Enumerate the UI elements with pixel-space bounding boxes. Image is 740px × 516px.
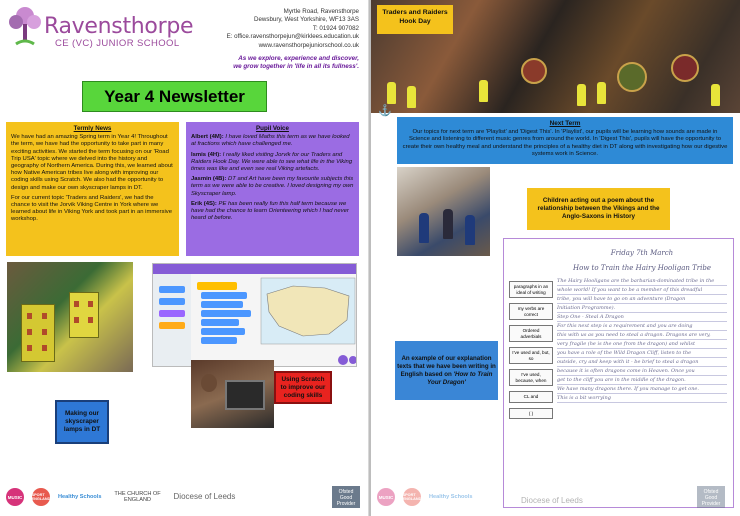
coding-laptop-photo <box>191 360 274 428</box>
child-figure <box>201 374 217 392</box>
website-link[interactable]: www.ravensthorpejuniorschool.co.uk <box>258 41 359 49</box>
church-of-england-logo: THE CHURCH OF ENGLAND <box>114 490 161 503</box>
address-line: Dewsbury, West Yorkshire, WF13 3AS <box>254 16 359 24</box>
school-subtitle: CE (VC) JUNIOR SCHOOL <box>55 38 180 49</box>
caption-dragon-writing <box>395 341 498 400</box>
criteria-tag: CL and <box>509 391 553 403</box>
address-line: Myrtle Road, Ravensthorpe <box>283 8 359 15</box>
diocese-of-leeds-logo: Diocese of Leeds <box>521 495 583 505</box>
pupil-figure <box>577 84 586 106</box>
newsletter-title: Year 4 Newsletter <box>82 81 267 112</box>
criteria-tag: Ordered adverbials <box>509 325 553 342</box>
termly-news-box <box>6 122 179 256</box>
pupil-figure <box>711 84 720 106</box>
caption-book-title: 'How to Train Your Dragon' <box>427 370 493 386</box>
sport-england-logo: SPORT ENGLAND <box>32 488 50 506</box>
laptop-shape <box>225 380 265 410</box>
termly-news-paragraph: For our current topic 'Traders and Raiders', we had the chance to visit the Jorvik Viking Centre in York where we learned about life in Viking York and took part in an immersive workshop. <box>11 194 172 223</box>
pupil-figure <box>419 213 429 243</box>
pupil-figure <box>479 80 488 102</box>
termly-news-heading: Termly News <box>73 125 112 132</box>
tree-logo-icon <box>6 4 44 48</box>
school-address <box>227 8 359 50</box>
pupil-quote-text: PE has been really fun this half term because we have had the chance to learn Orienteering which I had never heard of before. <box>191 200 349 222</box>
handwritten-line: get to the cliff you are in the middle of the dragon. <box>557 376 727 385</box>
pupil-quote-text: I have loved Maths this term as we have looked at fractions which have challenged me. <box>191 134 350 148</box>
newsletter-page-left <box>0 0 369 516</box>
next-term-text: Our topics for next term are 'Playlist' and 'Digest This'. In 'Playlist', our pupils will be learning how sounds are made in Science and listening to different music genres from around the world. In 'Digest This', pupils will have the opportunity to create their own healthy meal and understand the principles of a healthy diet in DT along with investigating how our digestive systems work in Science. <box>402 129 728 157</box>
anchor-icon: ⚓ <box>378 105 392 117</box>
criteria-tag: my verbs are correct <box>509 303 553 320</box>
termly-news-paragraph: We have had an amazing Spring term in Year 4! Throughout the term, we have had the opportunity to take part in many exciting activities. We started the term focusing on our 'Road Trip USA' topic where we delved into the history and geography of Northern America. During this, we learned about how Native American tribes live along with improving our coding skills using Scratch. We also had the opportunity to design and make our own skyscraper lamps in DT. <box>11 134 173 191</box>
pupil-name: Jasmin (4B): <box>191 176 227 183</box>
pupil-quote-text: DT and Art have been my favourite subjects this term as we were able to be creative. I loved designing my own Skyscraper lamp. <box>191 176 354 197</box>
school-name: Ravensthorpe <box>44 14 194 39</box>
handwritten-line: whole world! If you want to be a member of this dreadful <box>557 286 727 295</box>
caption-skyscraper-lamps: Making our skyscraper lamps in DT <box>55 400 109 444</box>
newsletter-page-right <box>371 0 740 516</box>
ofsted-logo: Ofsted Good Provider <box>697 486 725 508</box>
handwritten-line: Step One - Steal A Dragon <box>557 313 727 322</box>
tagline-line: As we explore, experience and discover, <box>238 55 359 62</box>
pupil-figure <box>597 82 606 104</box>
viking-shield-icon <box>521 58 547 84</box>
handwritten-line: you have a role of the Wild Dragon Cliff, listen to the <box>557 349 727 358</box>
pupil-quote <box>191 134 354 148</box>
criteria-tag: paragraphs in an ideal of writing <box>509 281 553 298</box>
pupil-name: Albert (4M): <box>191 134 224 141</box>
healthy-schools-logo: Healthy Schools <box>58 493 102 500</box>
next-term-heading: Next Term <box>549 120 581 127</box>
handwritten-line: For this next step is a requirement and you are doing <box>557 322 727 331</box>
ofsted-logo: Ofsted Good Provider <box>332 486 360 508</box>
hook-day-photo <box>371 0 740 113</box>
phone-line: T: 01924 907082 <box>312 24 359 32</box>
pupil-voice-box <box>186 122 359 256</box>
lamp-model <box>69 292 99 338</box>
caption-scratch: Using Scratch to improve our coding skills <box>274 371 332 404</box>
sport-england-logo: SPORT ENGLAND <box>403 488 421 506</box>
handwritten-line: The Hairy Hooligans are the barbarian-dominated tribe in the <box>557 277 727 286</box>
music-mark-logo: MUSIC <box>6 488 24 506</box>
handwritten-line: because it is often dragons come in Heaven. Once you <box>557 367 727 376</box>
email-link[interactable]: E: office.ravensthorpejun@kirklees.education.uk <box>226 33 359 41</box>
tagline-line: we grow together in 'life in all its fullness'. <box>233 63 359 70</box>
handwritten-line: very fragile (he is the one from the dragon) and whilst <box>557 340 727 349</box>
handwritten-date: Friday 7th March <box>610 249 674 257</box>
writing-sample-image <box>503 238 734 508</box>
handwritten-title: How to Train the Hairy Hooligan Tribe <box>573 264 711 272</box>
pupil-figure <box>443 209 453 239</box>
criteria-tag: I've used and, but, so <box>509 347 553 364</box>
pupil-quote <box>191 176 354 198</box>
caption-poem: Children acting out a poem about the relationship between the Vikings and the Anglo-Saxons in History <box>527 188 670 230</box>
caption-text: An example of our explanation texts that we have been writing in English based on <box>397 354 496 378</box>
handwritten-text <box>557 243 727 501</box>
healthy-schools-logo: Healthy Schools <box>429 493 473 500</box>
handwritten-line: We have many dragons there. If you manage to get one. <box>557 385 727 394</box>
viking-shield-icon <box>671 54 699 82</box>
handwritten-line: this with us as you need to steal a dragon. Dragons are very, <box>557 331 727 340</box>
pupil-quote <box>191 201 354 223</box>
poem-acting-photo <box>397 167 490 256</box>
lamp-model <box>21 304 55 362</box>
diocese-of-leeds-logo: Diocese of Leeds <box>173 491 236 501</box>
pupil-figure <box>407 86 416 108</box>
pupil-quote-text: I really liked visiting Jorvik for our Traders and Raiders Hook Day. We were able to see what life in the Viking times was like and even see real Viking artefacts. <box>191 151 353 173</box>
pupil-voice-heading: Pupil Voice <box>256 125 289 132</box>
next-term-box <box>397 117 733 164</box>
success-criteria-list <box>509 281 553 424</box>
caption-hook-day: Traders and Raiders Hook Day <box>377 5 453 34</box>
scratch-screenshot <box>152 263 357 367</box>
handwritten-line: outside, cry and keep with it - be brief to steal a dragon <box>557 358 727 367</box>
skyscraper-lamps-photo <box>7 262 133 372</box>
pupil-name: Ismis (4H): <box>191 151 222 158</box>
handwritten-line: tribe, you will have to go on an adventure (Dragon <box>557 295 727 304</box>
pupil-figure <box>387 82 396 104</box>
criteria-tag: ( ) <box>509 408 553 420</box>
pupil-quote <box>191 152 354 174</box>
criteria-tag: I've used, because, when <box>509 369 553 386</box>
music-mark-logo: MUSIC <box>377 488 395 506</box>
scratch-editor-icon <box>153 264 357 367</box>
footer-logos <box>371 478 501 516</box>
footer-logos <box>0 478 368 516</box>
school-tagline <box>233 55 359 71</box>
viking-shield-icon <box>617 62 647 92</box>
pupil-figure <box>465 215 475 245</box>
handwritten-line: Initiation Programme). <box>557 304 727 313</box>
handwritten-line: This is a bit worrying <box>557 394 727 403</box>
pupil-name: Erik (4S): <box>191 200 217 207</box>
